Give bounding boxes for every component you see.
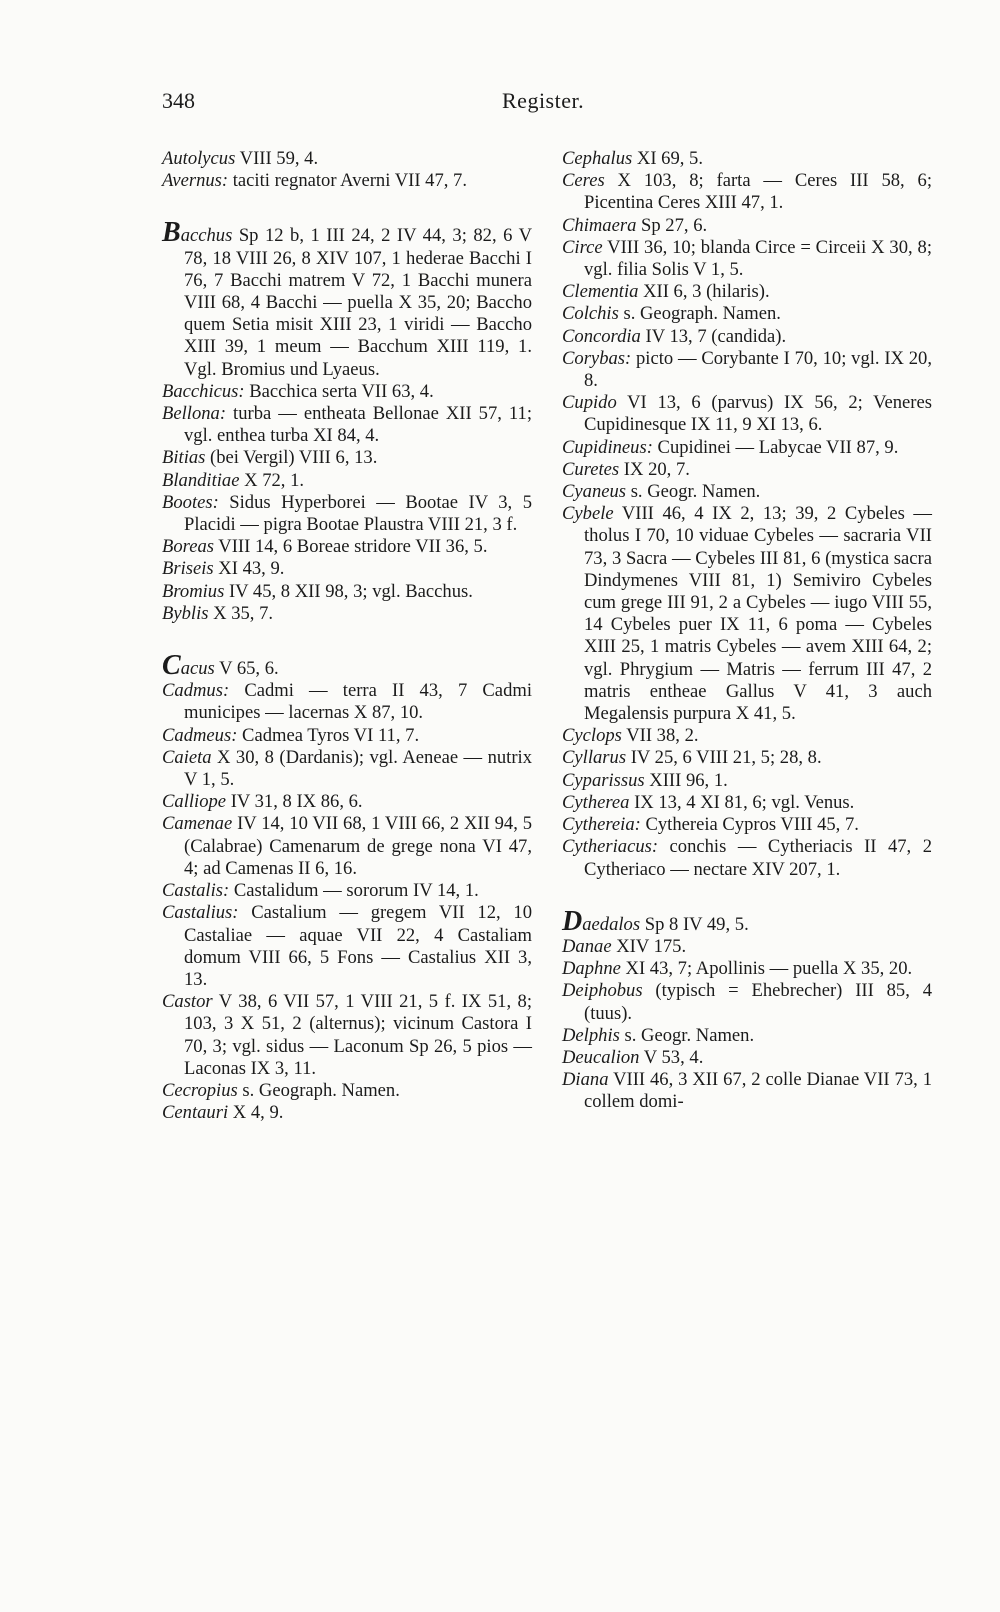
entry-headword: Camenae: [162, 813, 233, 835]
entry-references: IX 20, 7.: [619, 458, 690, 480]
entry-references: conchis — Cytheriacis II 47, 2 Cytheriaco — nectare XIV 207, 1.: [584, 836, 932, 880]
section-initial: D: [562, 905, 583, 937]
register-entry: [162, 536, 532, 558]
entry-references: VIII 36, 10; blanda Circe = Circeii X 30, 8; vgl. filia Solis V 1, 5.: [584, 236, 932, 281]
entry-headword: Castalius:: [162, 902, 239, 924]
entry-references: IV 25, 6 VIII 21, 5; 28, 8.: [626, 747, 822, 769]
entry-references: turba — entheata Bellonae XII 57, 11; vgl. enthea turba XI 84, 4.: [184, 403, 532, 447]
register-entry: [162, 403, 532, 447]
entry-headword: Cythereia:: [562, 814, 641, 836]
entry-references: Sp 12 b, 1 III 24, 2 IV 44, 3; 82, 6 V 78, 18 VIII 26, 8 XIV 107, 1 hederae Bacchi I 76, 7 Bacchi matrem V 72, 1 Bacchi munera VIII 68, 4 Bacchi — puella X 35, 20; Baccho quem Setia misit XIII 23, 1 viridi — Baccho XIII 39, 1 meum — Bacchum XIII 119, 1. Vgl. Bromius und Lyaeus.: [184, 225, 532, 380]
entry-references: IV 45, 8 XII 98, 3; vgl. Bacchus.: [224, 580, 473, 602]
entry-headword: Delphis: [562, 1024, 620, 1046]
entry-references: s. Geogr. Namen.: [626, 481, 761, 503]
register-entry: [162, 680, 532, 724]
entry-headword: Cyaneus: [562, 481, 627, 503]
entry-headword: Curetes: [562, 458, 620, 480]
entry-headword: Blanditiae: [162, 469, 240, 491]
register-entry: [562, 905, 932, 937]
entry-headword: Deiphobus: [562, 980, 643, 1002]
entry-headword: Centauri: [162, 1102, 229, 1124]
register-entry: [562, 836, 932, 880]
register-entry: [562, 215, 932, 237]
entry-headword: Cytheriacus:: [562, 836, 659, 858]
register-entry: [162, 217, 532, 380]
entry-references: Sidus Hyperborei — Bootae IV 3, 5 Placidi — pigra Bootae Plaustra VIII 21, 3 f.: [184, 491, 532, 536]
entry-references: (typisch = Ehebrecher) III 85, 4 (tuus).: [584, 980, 932, 1024]
entry-references: IX 13, 4 XI 81, 6; vgl. Venus.: [629, 791, 855, 813]
register-entry: [562, 770, 932, 792]
register-entry: [562, 437, 932, 459]
entry-references: X 4, 9.: [228, 1102, 284, 1124]
entry-headword: Concordia: [562, 325, 641, 347]
entry-references: picto — Corybante I 70, 10; vgl. IX 20, 8.: [584, 347, 932, 392]
register-entry: [562, 958, 932, 980]
register-entry: [562, 1069, 932, 1113]
entry-headword: Diana: [562, 1069, 609, 1091]
entry-headword: Avernus:: [162, 170, 229, 192]
entry-references: IV 31, 8 IX 86, 6.: [226, 791, 363, 813]
register-entry: [162, 1102, 532, 1124]
register-entry: [562, 503, 932, 725]
register-entry: [562, 1025, 932, 1047]
register-entry: [562, 170, 932, 214]
entry-headword: Bellona:: [162, 403, 227, 425]
entry-references: V 53, 4.: [639, 1046, 704, 1068]
entry-references: taciti regnator Averni VII 47, 7.: [228, 170, 468, 192]
register-entry: [562, 392, 932, 436]
entry-references: s. Geogr. Namen.: [619, 1024, 755, 1046]
entry-headword: Castor: [162, 991, 213, 1013]
register-entry: [162, 148, 532, 170]
entry-headword: Clementia: [562, 281, 639, 303]
entry-headword: acchus: [180, 225, 233, 247]
entry-headword: Bromius: [162, 580, 225, 602]
entry-references: IV 13, 7 (candida).: [640, 325, 787, 347]
entry-references: X 30, 8 (Dardanis); vgl. Aeneae — nutrix V 1, 5.: [184, 746, 532, 791]
entry-headword: Cupidineus:: [562, 436, 653, 458]
entry-references: X 72, 1.: [239, 469, 305, 491]
register-entry: [562, 1047, 932, 1069]
register-entry: [162, 650, 532, 682]
register-entry: [162, 558, 532, 580]
entry-references: VIII 46, 3 XII 67, 2 colle Dianae VII 73, 1 collem domi-: [584, 1069, 932, 1113]
entry-references: Castalium — gregem VII 12, 10 Castaliae — aquae VII 22, 4 Castaliam domum VIII 66, 5 Fons — Castalius XII 3, 13.: [184, 902, 532, 990]
register-entry: [162, 470, 532, 492]
register-entry: [562, 459, 932, 481]
entry-headword: Caieta: [162, 746, 212, 768]
entry-headword: Deucalion: [562, 1046, 640, 1068]
entry-headword: Autolycus: [162, 148, 236, 169]
entry-references: XI 43, 7; Apollinis — puella X 35, 20.: [620, 958, 913, 980]
entry-references: Sp 8 IV 49, 5.: [640, 913, 749, 935]
register-entry: [162, 991, 532, 1080]
entry-references: V 65, 6.: [214, 658, 279, 680]
entry-references: V 38, 6 VII 57, 1 VIII 21, 5 f. IX 51, 8; 103, 3 X 51, 2 (alternus); vicinum Castora I 70, 3; vgl. sidus — Laconum Sp 26, 5 pios — Laconas IX 3, 11.: [184, 991, 532, 1079]
letter-group-gap: [562, 881, 932, 911]
entry-references: Cadmea Tyros VI 11, 7.: [237, 724, 420, 746]
entry-references: IV 14, 10 VII 68, 1 VIII 66, 2 XII 94, 5 (Calabrae) Camenarum de grege nona VI 47, 4; ad Camenas II 6, 16.: [184, 813, 532, 879]
entry-headword: Boreas: [162, 536, 214, 558]
register-entry: [162, 581, 532, 603]
entry-headword: Circe: [562, 236, 603, 258]
register-entry: [162, 1080, 532, 1102]
register-entry: [562, 936, 932, 958]
entry-references: XI 43, 9.: [213, 558, 285, 580]
register-entry: [562, 747, 932, 769]
entry-references: Cupidinei — Labycae VII 87, 9.: [652, 436, 899, 458]
register-entry: [162, 813, 532, 880]
entry-references: Cadmi — terra II 43, 7 Cadmi municipes — lacernas X 87, 10.: [184, 680, 532, 724]
entry-headword: Cupido: [562, 392, 617, 414]
entry-references: X 35, 7.: [208, 602, 274, 624]
entry-headword: Bootes:: [162, 491, 219, 513]
register-entry: [162, 902, 532, 991]
register-entry: [562, 237, 932, 281]
entry-headword: Chimaera: [562, 214, 637, 236]
register-entry: [162, 791, 532, 813]
entry-headword: Corybas:: [562, 347, 632, 369]
entry-references: XIV 175.: [611, 935, 687, 957]
entry-references: XII 6, 3 (hilaris).: [638, 281, 770, 303]
entry-references: XIII 96, 1.: [644, 769, 728, 791]
entry-headword: Byblis: [162, 602, 209, 624]
entry-headword: Cadmeus:: [162, 724, 238, 746]
section-initial: C: [162, 650, 181, 682]
register-entry: [162, 381, 532, 403]
entry-references: Castalidum — sororum IV 14, 1.: [229, 880, 479, 902]
register-entry: [562, 326, 932, 348]
entry-headword: Castalis:: [162, 880, 230, 902]
entry-headword: Ceres: [562, 170, 605, 192]
register-entry: [162, 170, 532, 192]
register-entry: [562, 725, 932, 747]
register-entry: [562, 980, 932, 1024]
entry-headword: Cybele: [562, 503, 614, 525]
register-entry: [562, 814, 932, 836]
entry-headword: Daphne: [562, 958, 621, 980]
register-entry: [562, 481, 932, 503]
entry-headword: Cecropius: [162, 1079, 238, 1101]
register-entry: [562, 148, 932, 170]
entry-references: VIII 46, 4 IX 2, 13; 39, 2 Cybeles — tholus I 70, 10 viduae Cybeles — sacraria VII 73, 3 Sacra — Cybeles III 81, 6 (mystica sacra Dindymenes VIII 81, 1) Semiviro Cybeles cum grege III 91, 2 a Cybeles — iugo VIII 55, 14 Cybeles puer IX 11, 6 poma — Cybeles XIII 25, 1 matris Cybeles — avem XIII 64, 2; vgl. Phrygium — Matris — ferrum III 47, 2 matris entheae Gallus V 41, 3 auch Megalensis purpura X 41, 5.: [584, 503, 932, 725]
register-entry: [162, 747, 532, 791]
register-entry: [162, 725, 532, 747]
entry-headword: Cadmus:: [162, 680, 230, 702]
register-entry: [162, 492, 532, 536]
entry-headword: Bacchicus:: [162, 380, 245, 402]
entry-references: Bacchica serta VII 63, 4.: [244, 380, 434, 402]
right-column: [562, 148, 932, 1114]
register-entry: [562, 303, 932, 325]
entry-headword: Cyclops: [562, 725, 622, 747]
entry-references: s. Geograph. Namen.: [237, 1079, 400, 1101]
register-entry: [562, 281, 932, 303]
entry-headword: Cytherea: [562, 791, 630, 813]
entry-headword: Cephalus: [562, 148, 633, 169]
entry-headword: Danae: [562, 935, 612, 957]
register-entry: [162, 447, 532, 469]
letter-group-gap: [162, 192, 532, 222]
entry-headword: Briseis: [162, 558, 214, 580]
entry-references: s. Geograph. Namen.: [618, 303, 781, 325]
entry-headword: Calliope: [162, 791, 227, 813]
entry-headword: Bitias: [162, 447, 206, 469]
entry-references: VIII 14, 6 Boreae stridore VII 36, 5.: [214, 536, 488, 558]
register-entry: [562, 792, 932, 814]
page-header: [162, 88, 922, 118]
entry-headword: acus: [180, 658, 215, 680]
entry-references: (bei Vergil) VIII 6, 13.: [205, 447, 378, 469]
entry-references: Cythereia Cypros VIII 45, 7.: [640, 814, 859, 836]
register-entry: [162, 603, 532, 625]
entry-references: VI 13, 6 (parvus) IX 56, 2; Veneres Cupidinesque IX 11, 9 XI 13, 6.: [584, 392, 932, 436]
left-column: [162, 148, 532, 1124]
entry-references: VIII 59, 4.: [235, 148, 319, 169]
page-number: 348: [162, 88, 195, 113]
entry-references: X 103, 8; farta — Ceres III 58, 6; Picentina Ceres XIII 47, 1.: [584, 170, 932, 214]
register-entry: [162, 880, 532, 902]
entry-references: Sp 27, 6.: [636, 214, 708, 236]
entry-references: XI 69, 5.: [632, 148, 704, 169]
entry-headword: Cyparissus: [562, 769, 645, 791]
register-entry: [562, 348, 932, 392]
entry-references: VII 38, 2.: [621, 725, 699, 747]
entry-headword: Colchis: [562, 303, 619, 325]
entry-headword: aedalos: [582, 913, 641, 935]
running-head: Register.: [502, 88, 585, 113]
section-initial: B: [162, 217, 181, 249]
letter-group-gap: [162, 625, 532, 655]
entry-headword: Cyllarus: [562, 747, 627, 769]
